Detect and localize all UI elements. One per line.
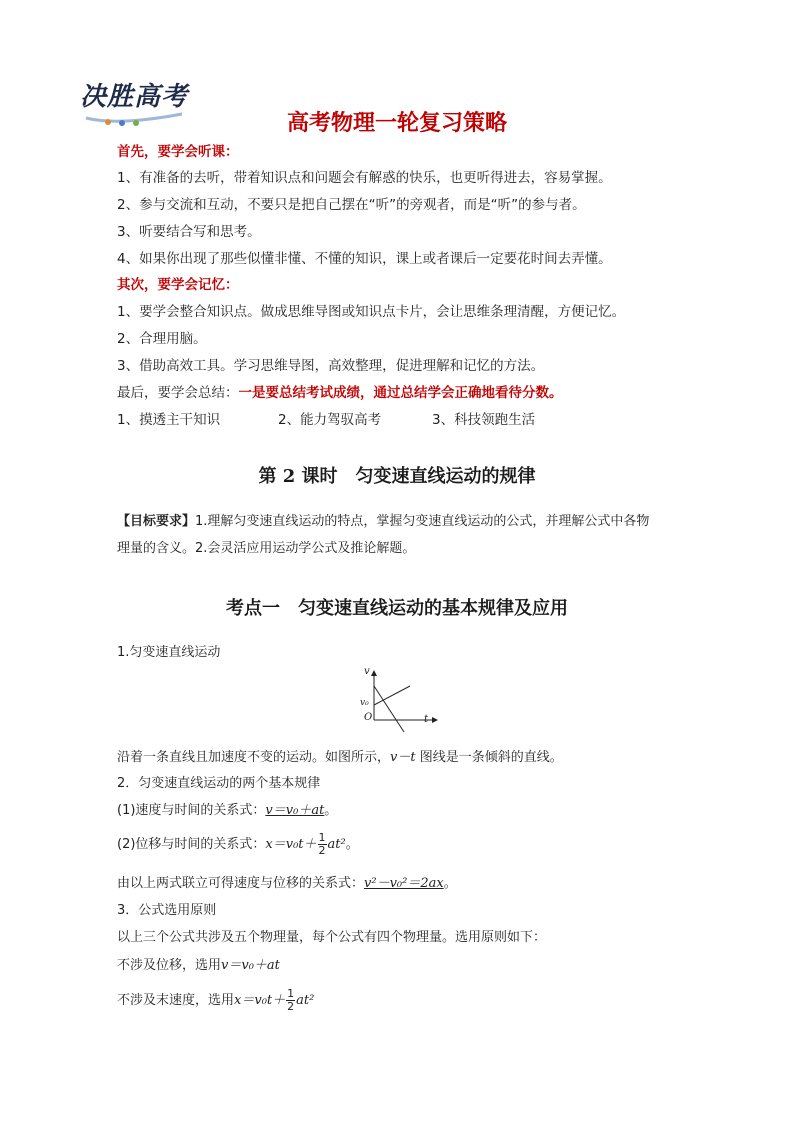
list-item: 2、参与交流和互动，不要只是把自己摆在“听”的旁观者，而是“听”的参与者。 <box>117 197 586 213</box>
p5-period: 。 <box>345 837 359 852</box>
graph-t-label: t <box>424 714 429 725</box>
goal-paragraph <box>117 509 682 535</box>
p6 <box>117 871 682 897</box>
goal-text-1: 1.理解匀变速直线运动的特点，掌握匀变速直线运动的公式，并理解公式中各物 <box>195 514 650 529</box>
p4-label: (1)速度与时间的关系式： <box>117 803 266 818</box>
p8: 以上三个公式共涉及五个物理量，每个公式有四个物理量。选用原则如下： <box>117 930 547 945</box>
p3: 2．匀变速直线运动的两个基本规律 <box>117 776 321 791</box>
p6-period: 。 <box>443 876 457 891</box>
p10-formula-b: at² <box>296 993 315 1008</box>
goal-label: 【目标要求】 <box>117 514 196 529</box>
p10-formula-a: x＝v₀t＋ <box>234 993 286 1008</box>
list-item: 2、合理用脑。 <box>117 331 207 347</box>
goal-paragraph-2: 理量的含义。2.会灵活应用运动学公式及推论解题。 <box>117 541 416 556</box>
p5-fraction <box>318 832 327 857</box>
summary-emphasis: 一是要总结考试成绩，通过总结学会正确地看待分数。 <box>238 385 563 401</box>
list-item: 1、有准备的去听，带着知识点和问题会有解惑的快乐，也更听得进去，容易掌握。 <box>117 170 612 186</box>
p10 <box>117 988 682 1014</box>
logo-text: 决胜高考 <box>80 82 189 112</box>
p1: 1.匀变速直线运动 <box>117 645 221 660</box>
summary-prefix: 最后，要学会总结： <box>117 385 239 401</box>
section-heading-memory: 其次，要学会记忆： <box>117 277 239 293</box>
p5 <box>117 832 682 858</box>
p4-period: 。 <box>324 803 338 818</box>
list-item: 1、要学会整合知识点。做成思维导图或知识点卡片，会让思维条理清醒，方便记忆。 <box>117 304 626 320</box>
p10-frac-num: 1 <box>287 987 295 1000</box>
p9-label: 不涉及位移，选用 <box>117 958 222 973</box>
list-item: 3、听要结合写和思考。 <box>117 224 261 240</box>
summary-line <box>117 383 563 403</box>
graph-o-label: O <box>364 712 373 723</box>
page-title: 高考物理一轮复习策略 <box>286 111 507 136</box>
p9 <box>117 953 682 979</box>
p5-formula-a: x＝v₀t＋ <box>265 837 317 852</box>
p5-frac-num: 1 <box>318 831 326 844</box>
p2-formula: v－t <box>390 750 416 765</box>
p2 <box>117 745 682 771</box>
graph-v-label: v <box>364 666 370 677</box>
list-item: 3、借助高效工具。学习思维导图，高效整理，促进理解和记忆的方法。 <box>117 358 545 374</box>
lesson-title: 第 2 课时 匀变速直线运动的规律 <box>258 466 536 487</box>
p9-formula: v＝v₀＋at <box>221 958 280 973</box>
p4-formula: v＝v₀＋at <box>265 803 325 818</box>
p5-label: (2)位移与时间的关系式： <box>117 837 266 852</box>
summary-item: 3、科技领跑生活 <box>432 412 536 428</box>
p2-text-a: 沿着一条直线且加速度不变的运动。如图所示， <box>117 750 391 765</box>
p2-text-b: 图线是一条倾斜的直线。 <box>415 750 563 765</box>
graph-v0-label: v₀ <box>360 698 369 708</box>
kp-title: 考点一 匀变速直线运动的基本规律及应用 <box>226 598 568 619</box>
p10-label: 不涉及末速度，选用 <box>117 993 235 1008</box>
p10-fraction <box>286 988 295 1013</box>
p5-formula-b: at² <box>327 837 346 852</box>
section-heading-listen: 首先，要学会听课： <box>117 144 239 160</box>
summary-item: 1、摸透主干知识 <box>117 412 221 428</box>
list-item: 4、如果你出现了那些似懂非懂、不懂的知识，课上或者课后一定要花时间去弄懂。 <box>117 251 612 267</box>
p6-formula: v²－v₀²＝2ax <box>364 876 444 891</box>
p7: 3．公式选用原则 <box>117 903 217 918</box>
p10-frac-den: 2 <box>287 1000 295 1013</box>
vt-graph <box>360 668 440 734</box>
p4 <box>117 798 682 824</box>
summary-item: 2、能力驾驭高考 <box>278 412 382 428</box>
p6-label: 由以上两式联立可得速度与位移的关系式： <box>117 876 365 891</box>
p5-frac-den: 2 <box>318 844 326 857</box>
